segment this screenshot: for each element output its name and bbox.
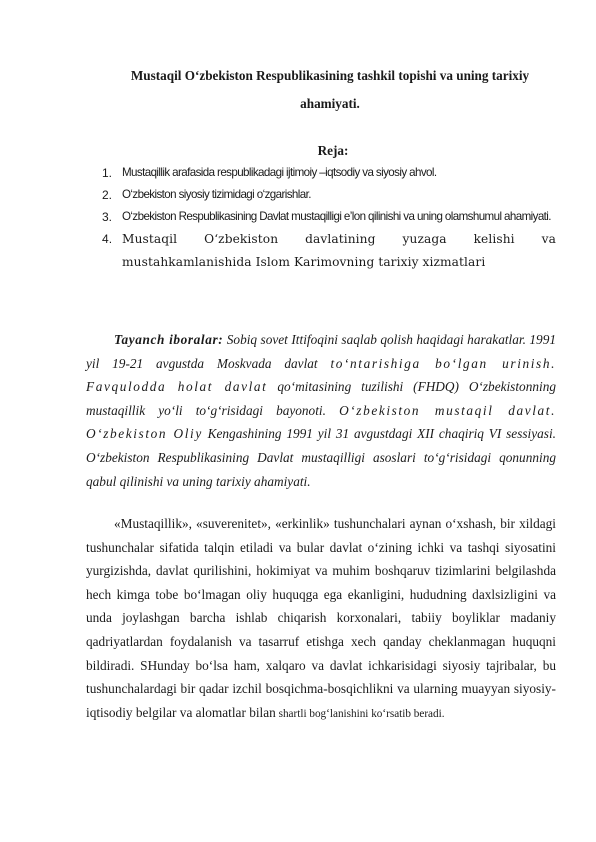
plan-item-text: Mustaqil O‘zbekiston davlatining yuzaga kelishi va mustahkamlanishida Islom Karimovning tarixiy xizmatlari <box>122 232 556 269</box>
document-title <box>100 62 560 118</box>
plan-heading: Reja: <box>317 143 349 158</box>
keywords-text-3: Kengashining 1991 yil 31 avgustdagi XII chaqiriq VI sessiyasi. O‘zbekiston Respublikasining Davlat mustaqilligi asoslari to‘g‘risidagi qonunning qabul qilinishi va uning tarixiy ahamiyati. <box>86 426 556 489</box>
plan-item-number: 3. <box>102 210 113 224</box>
plan-item-number: 2. <box>102 188 113 202</box>
title-line-2: ahamiyati. <box>300 96 360 111</box>
plan-item-number: 4. <box>102 232 113 246</box>
body-paragraph <box>86 512 556 726</box>
keywords-spaced-1: to‘ntarishiga bo‘lgan urinish. Favqulodda holat davlat <box>86 355 556 395</box>
plan-item-text: O‘zbekiston Respublikasining Davlat mustaqilligi e’lon qilinishi va uning olamshumul ahamiyati. <box>122 210 551 223</box>
plan-list <box>90 162 556 274</box>
plan-item-text: O‘zbekiston siyosiy tizimidagi o‘zgarishlar. <box>122 188 311 201</box>
plan-item-2 <box>90 184 556 206</box>
keywords-lead: Tayanch iboralar: <box>114 332 224 347</box>
keywords-text-1: Sobiq sovet Ittifoqini saqlab qolish haqidagi harakatlar. 1991 yil 19-21 avgustda Moskvada davlat <box>86 332 557 371</box>
plan-item-3 <box>90 206 556 228</box>
plan-item-text: Mustaqillik arafasida respublikadagi ijtimoiy –iqtsodiy va siyosiy ahvol. <box>122 166 437 179</box>
body-text-small-tail: shartli bog‘lanishini ko‘rsatib beradi. <box>275 707 445 720</box>
keywords-text-2: qo‘mitasining tuzilishi (FHDQ) O‘zbekistonning mustaqillik yo‘li to‘g‘risidagi bayonoti. <box>86 379 556 418</box>
keywords-spaced-2: O‘zbekiston mustaqil davlat. O‘zbekiston Oliy <box>86 402 556 442</box>
body-text: «Mustaqillik», «suverenitet», «erkinlik» tushunchalari aynan o‘xshash, bir xildagi tushunchalar sifatida talqin etiladi va bular davlat o‘zining ichki va tashqi siyosatini yurgizishda, davlat qurilishini, hokimiyat va muhim boshqaruv tizimlarini belgilashda hech kimga tobe bo‘lmagan oliy huquqga ega ekanligini, hududning daxlsizligini va unda joylashgan barcha ishlab chiqarish korxonalari, tabiiy boyliklar madaniy qadriyatlardan foydalanish va tasarruf etishga xech qanday cheklanmagan huquqni bildiradi. SHunday bo‘lsa ham, xalqaro va davlat ichkarisidagi siyosiy tajribalar, bu tushunchalardagi bir qadar izchil bosqichma-bosqichlikni va ularning muayyan siyosiy-iqtisodiy belgilar va alomatlar bilan <box>86 516 556 720</box>
title-line-1: Mustaqil O‘zbekiston Respublikasining tashkil topishi va uning tarixiy <box>130 68 530 83</box>
plan-item-number: 1. <box>102 166 113 180</box>
plan-item-4 <box>90 228 556 274</box>
keywords-paragraph <box>86 328 556 493</box>
plan-item-1 <box>90 162 556 184</box>
